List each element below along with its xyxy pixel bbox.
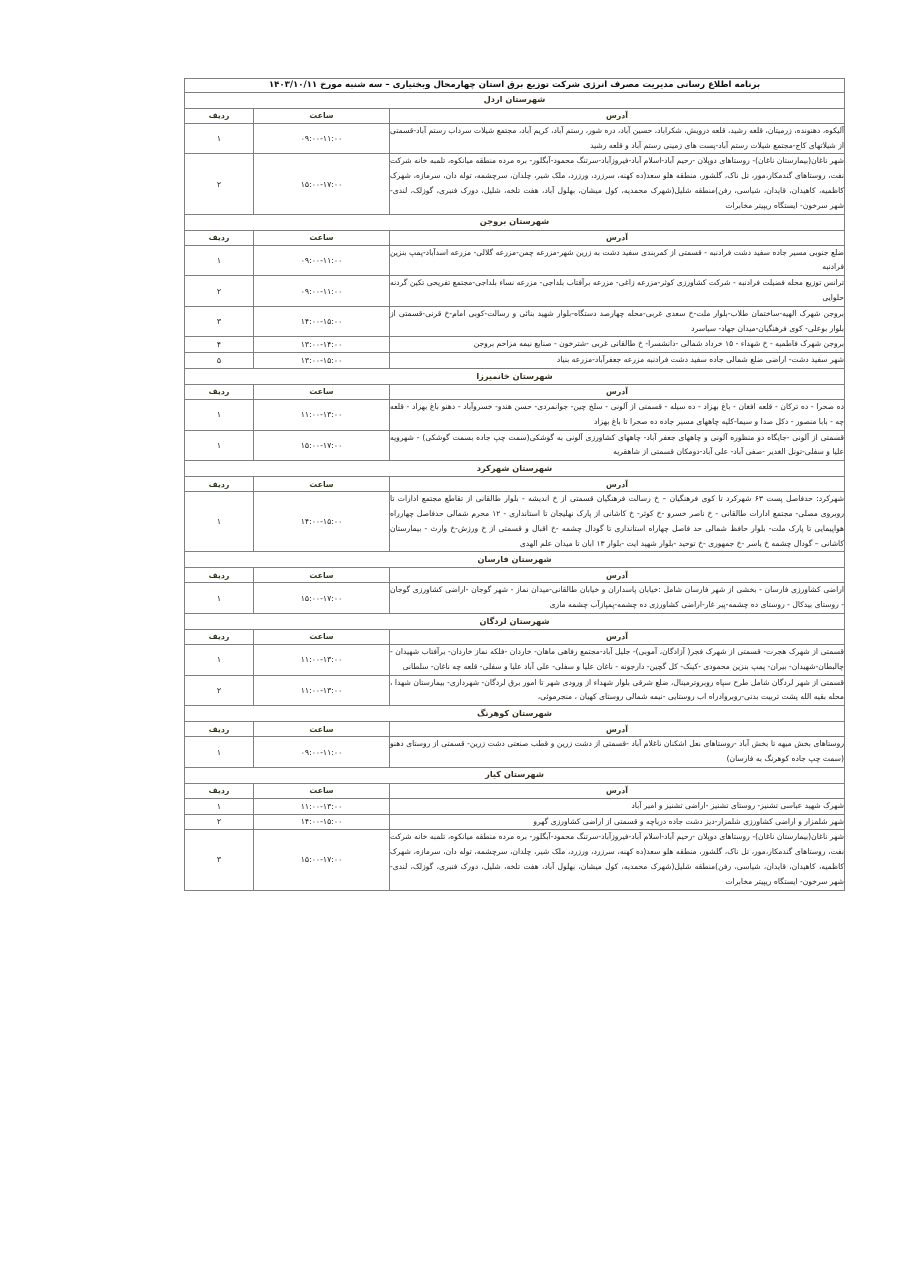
row-index: ۲ <box>185 154 254 214</box>
city-name: شهرستان فارسان <box>185 552 845 568</box>
column-header-address: آدرس <box>390 630 845 645</box>
column-header-address: آدرس <box>390 108 845 123</box>
city-section-header-row <box>185 461 845 477</box>
table-row <box>185 400 845 431</box>
outage-time-range: ۰۹:۰۰-۱۱:۰۰ <box>254 276 390 307</box>
outage-time-range: ۱۳:۰۰-۱۵:۰۰ <box>254 353 390 369</box>
outage-time-range: ۰۹:۰۰-۱۱:۰۰ <box>254 245 390 276</box>
outage-time-range: ۱۵:۰۰-۱۷:۰۰ <box>254 154 390 214</box>
row-index: ۲ <box>185 675 254 706</box>
outage-address: قسمتی از شهرک هجرت- قسمتی از شهرک فجر( آزادگان، آموبی)- جلیل آباد-مجتمع رفاهی ماهان- خاردان -فلکه نماز خاردان- برآفتاب شهیدان - چالبطان-شهیدان- بیران- پمپ بنزین محمودی -کینک- کل گچین- دارجونه - ناغان علیا و سفلی- علی آباد علیا و سفلی- قلعه چه ناغان- سلطانی <box>390 645 845 676</box>
table-row <box>185 492 845 552</box>
outage-time-range: ۱۵:۰۰-۱۷:۰۰ <box>254 430 390 461</box>
table-row <box>185 675 845 706</box>
city-name: شهرستان شهرکرد <box>185 461 845 477</box>
outage-time-range: ۱۴:۰۰-۱۵:۰۰ <box>254 492 390 552</box>
column-header-index: ردیف <box>185 783 254 798</box>
city-name: شهرستان بروجن <box>185 214 845 230</box>
outage-address: ترانس توزیع محله فضیلت فرادنبه - شرکت کشاورزی کوثر-مزرعه زاغی- مزرعه برآفتاب بلداجی- مزرعه نساء بلداجی-مجتمع تفریحی تکین گردنه حلوایی <box>390 276 845 307</box>
column-header-row <box>185 783 845 798</box>
table-row <box>185 737 845 768</box>
city-name: شهرستان خانمیرزا <box>185 369 845 385</box>
column-header-row <box>185 230 845 245</box>
table-row <box>185 814 845 830</box>
page-title: برنامه اطلاع رسانی مدیریت مصرف انرژی شرکت توزیع برق استان چهارمحال وبختیاری – سه شنبه مورخ ۱۴۰۳/۱۰/۱۱ <box>185 79 845 93</box>
document-title-row <box>185 79 845 93</box>
outage-address: شهر سفید دشت- اراضی ضلع شمالی جاده سفید دشت فرادنبه مزرعه جعفرآباد-مزرعه بنیاد <box>390 353 845 369</box>
row-index: ۳ <box>185 830 254 890</box>
table-row <box>185 276 845 307</box>
table-row <box>185 154 845 214</box>
row-index: ۱ <box>185 583 254 614</box>
column-header-address: آدرس <box>390 385 845 400</box>
outage-address: اراضی کشاورزی فارسان - بخشی از شهر فارسان شامل :خیابان پاسداران و خیابان طالقانی-میدان نماز - شهر گوجان -اراضی کشاورزی گوجان - روستای بیدکال - روستای ده چشمه-پیر غار-اراضی کشاورزی ده چشمه-پمپازآب چشمه ماری <box>390 583 845 614</box>
column-header-time: ساعت <box>254 385 390 400</box>
outage-address: ده صحرا - ده ترکان - قلعه افغان - باغ بهزاد - ده سیله - قسمتی از آلونی - سلخ چین- جوانمردی- حسن هندو- خسروآباد - دهنو باغ بهزاد - قلعه چه - بابا منصور - دکل صدا و سیما-کلیه چاههای مسیر جاده ده صحرا تا باغ بهزاد <box>390 400 845 431</box>
outage-address: بروجن شهرک فاطمیه - خ شهداء - ۱۵ خرداد شمالی -دانشسرا- خ طالقانی غربی -شترخون - صنایع نیمه مزاحم بروجن <box>390 337 845 353</box>
row-index: ۴ <box>185 337 254 353</box>
table-row <box>185 306 845 337</box>
column-header-time: ساعت <box>254 722 390 737</box>
outage-address: شهر ناغان(بیمارستان ناغان)- روستاهای دوپلان -رحیم آباد-اسلام آباد-فیروزآباد-سرتنگ محمود-آبگلور- بره مرده منطقه میانکوه، تلمبه خانه شرکت نفت، روستاهای گندمکار،مور، تل ناک، گلشور، منطقه هلو سعد(ده کهنه، سرزرد، ورزرد، ملک شیر، چلدان، سرچشمه، توله دان، سرمازه، شهرک کاظمیه، کاهیدان، قایدان، شیاسی، رفن)منطقه شلیل(شهرک محمدیه، کول میشان، بهلول آباد، هفت تلخه، شلیل، دورک فنبری، گوزلک، لندی- شهر سرخون- ایستگاه ریپیتر مخابرات <box>390 830 845 890</box>
column-header-time: ساعت <box>254 108 390 123</box>
column-header-row <box>185 477 845 492</box>
outage-time-range: ۱۱:۰۰-۱۳:۰۰ <box>254 645 390 676</box>
outage-time-range: ۰۹:۰۰-۱۱:۰۰ <box>254 737 390 768</box>
outage-time-range: ۱۴:۰۰-۱۵:۰۰ <box>254 306 390 337</box>
outage-address: آلیکوه، دهنونده، زرمیتان، قلعه رشید، قلعه درویش، شکراباد، حسین آباد، دره شور، رستم آباد، کریم آباد، مجتمع شیلات سرداب رستم آباد-قسمتی از شیلاتهای کاج-مجتمع شیلات رستم آباد-پست های زمینی رستم آباد و قلعه رشید <box>390 123 845 154</box>
column-header-time: ساعت <box>254 230 390 245</box>
table-row <box>185 430 845 461</box>
outage-address: بروجن شهرک الهیه-ساختمان طلاب-بلوار ملت-خ سعدی غربی-محله چهارصد دستگاه-بلوار شهید بنائی و رسالت-کوبی امام-خ قرنی-قسمتی از بلوار بوعلی- کوی فرهنگیان-میدان جهاد- سیاسرد <box>390 306 845 337</box>
row-index: ۱ <box>185 123 254 154</box>
column-header-time: ساعت <box>254 568 390 583</box>
row-index: ۱ <box>185 400 254 431</box>
city-section-header-row <box>185 369 845 385</box>
column-header-row <box>185 385 845 400</box>
row-index: ۵ <box>185 353 254 369</box>
outage-schedule-sheet <box>185 78 845 891</box>
city-section-header-row <box>185 92 845 108</box>
outage-time-range: ۱۳:۰۰-۱۴:۰۰ <box>254 337 390 353</box>
row-index: ۱ <box>185 645 254 676</box>
column-header-row <box>185 722 845 737</box>
city-name: شهرستان لردگان <box>185 614 845 630</box>
table-row <box>185 798 845 814</box>
column-header-address: آدرس <box>390 722 845 737</box>
table-row <box>185 353 845 369</box>
column-header-address: آدرس <box>390 230 845 245</box>
row-index: ۳ <box>185 306 254 337</box>
table-row <box>185 583 845 614</box>
column-header-time: ساعت <box>254 477 390 492</box>
column-header-index: ردیف <box>185 630 254 645</box>
column-header-address: آدرس <box>390 568 845 583</box>
column-header-time: ساعت <box>254 630 390 645</box>
column-header-row <box>185 108 845 123</box>
outage-address: شهر شلمزار و اراضی کشاورزی شلمزار-دیز دشت جاده درباچه و قسمتی از اراضی کشاورزی گهرو <box>390 814 845 830</box>
outage-address: روستاهای بخش میهه تا بخش آباد -روستاهای نعل اشکنان ناغلام آباد -قسمتی از دشت زرین و قطب صنعتی دشت زرین- قسمتی از روستای دهنو (سمت چپ جاده کوهرنگ به فارسان) <box>390 737 845 768</box>
column-header-index: ردیف <box>185 108 254 123</box>
city-section-header-row <box>185 614 845 630</box>
column-header-index: ردیف <box>185 722 254 737</box>
table-row <box>185 645 845 676</box>
outage-time-range: ۱۵:۰۰-۱۷:۰۰ <box>254 583 390 614</box>
city-section-header-row <box>185 214 845 230</box>
row-index: ۱ <box>185 492 254 552</box>
column-header-address: آدرس <box>390 477 845 492</box>
city-name: شهرستان کوهرنگ <box>185 706 845 722</box>
table-row <box>185 123 845 154</box>
outage-address: شهرکرد: حدفاصل پست ۶۳ شهرکرد تا کوی فرهنگیان – خ رسالت فرهنگیان قسمتی از خ اندیشه - بلوار طالقانی از تقاطع مجتمع ادارات تا روبروی مصلی- مجتمع ادارات طالقانی - خ ناصر خسرو -خ کوثر- خ کاشانی از پارک نهلیجان تا استانداری - ۱۲ محرم شمالی حدفاصل چهارراه هواپیمایی تا پارک ملت- بلوار حافظ شمالی حد فاصل چهاراه استانداری تا گودال چشمه -خ اقبال و قسمتی از خ ورزش-خ وارث - بیمارستان کاشانی – گودال چشمه خ یاسر -خ جمهوری -خ توحید -بلوار شهید ایت -بلوار ۱۳ ابان تا میدان علم الهدی <box>390 492 845 552</box>
outage-address: ضلع جنوبی مسیر جاده سفید دشت فرادنبه - قسمتی از کمربندی سفید دشت به زرین شهر-مزرعه چمن-مزرعه گلالی- مزرعه اسدآباد-پمپ بنزین فرادنبه <box>390 245 845 276</box>
outage-time-range: ۱۱:۰۰-۱۳:۰۰ <box>254 400 390 431</box>
row-index: ۱ <box>185 798 254 814</box>
row-index: ۲ <box>185 814 254 830</box>
column-header-index: ردیف <box>185 385 254 400</box>
column-header-time: ساعت <box>254 783 390 798</box>
row-index: ۲ <box>185 276 254 307</box>
outage-address: شهرک شهید عباسی تشنیز- روستای تشنیز -اراضی تشنیز و امیر آباد <box>390 798 845 814</box>
column-header-index: ردیف <box>185 230 254 245</box>
outage-time-range: ۱۴:۰۰-۱۵:۰۰ <box>254 814 390 830</box>
outage-time-range: ۱۱:۰۰-۱۳:۰۰ <box>254 675 390 706</box>
city-section-header-row <box>185 552 845 568</box>
outage-address: قسمتی از شهر لردگان شامل طرح سپاه روبروترمینال، ضلع شرقی بلوار شهداء از ورودی شهر تا امور برق لردگان- شهرداری- بیمارستان شهدا ، محله بقیه الله پشت تربیت بدنی-روبروادراه اب روستایی -نیمه شمالی روستای کهیان ، منجرموئی، <box>390 675 845 706</box>
column-header-row <box>185 630 845 645</box>
row-index: ۱ <box>185 430 254 461</box>
outage-time-range: ۰۹:۰۰-۱۱:۰۰ <box>254 123 390 154</box>
outage-address: قسمتی از آلونی -جایگاه دو منظوره آلونی و چاههای جعفر آباد- چاههای کشاورزی آلونی به گوشکی(سمت چپ جاده بسمت گوشکی) - شهرویه علیا و سفلی-تونل الغدیر -صفی آباد- علی آباد-دومکان قسمتی از شاهقریه <box>390 430 845 461</box>
outage-time-range: ۱۵:۰۰-۱۷:۰۰ <box>254 830 390 890</box>
outage-address: شهر ناغان(بیمارستان ناغان)- روستاهای دوپلان -رحیم آباد-اسلام آباد-فیروزآباد-سرتنگ محمود-آبگلور- بره مرده منطقه میانکوه، تلمبه خانه شرکت نفت، روستاهای گندمکار،مور، تل ناک، گلشور، منطقه هلو سعد(ده کهنه، سرزرد، ورزرد، ملک شیر، چلدان، سرچشمه، توله دان، سرمازه، شهرک کاظمیه، کاهیدان، قایدان، شیاسی، رفن)منطقه شلیل(شهرک محمدیه، کول میشان، بهلول آباد، هفت تلخه، شلیل، دورک فنبری، گوزلک، لندی- شهر سرخون- ایستگاه ریپیتر مخابرات <box>390 154 845 214</box>
column-header-index: ردیف <box>185 477 254 492</box>
city-name: شهرستان کیار <box>185 767 845 783</box>
row-index: ۱ <box>185 737 254 768</box>
table-row <box>185 245 845 276</box>
column-header-row <box>185 568 845 583</box>
city-section-header-row <box>185 706 845 722</box>
outage-time-range: ۱۱:۰۰-۱۳:۰۰ <box>254 798 390 814</box>
outage-schedule-table <box>184 78 845 891</box>
row-index: ۱ <box>185 245 254 276</box>
table-row <box>185 830 845 890</box>
column-header-index: ردیف <box>185 568 254 583</box>
column-header-address: آدرس <box>390 783 845 798</box>
city-name: شهرستان اردل <box>185 92 845 108</box>
city-section-header-row <box>185 767 845 783</box>
table-row <box>185 337 845 353</box>
